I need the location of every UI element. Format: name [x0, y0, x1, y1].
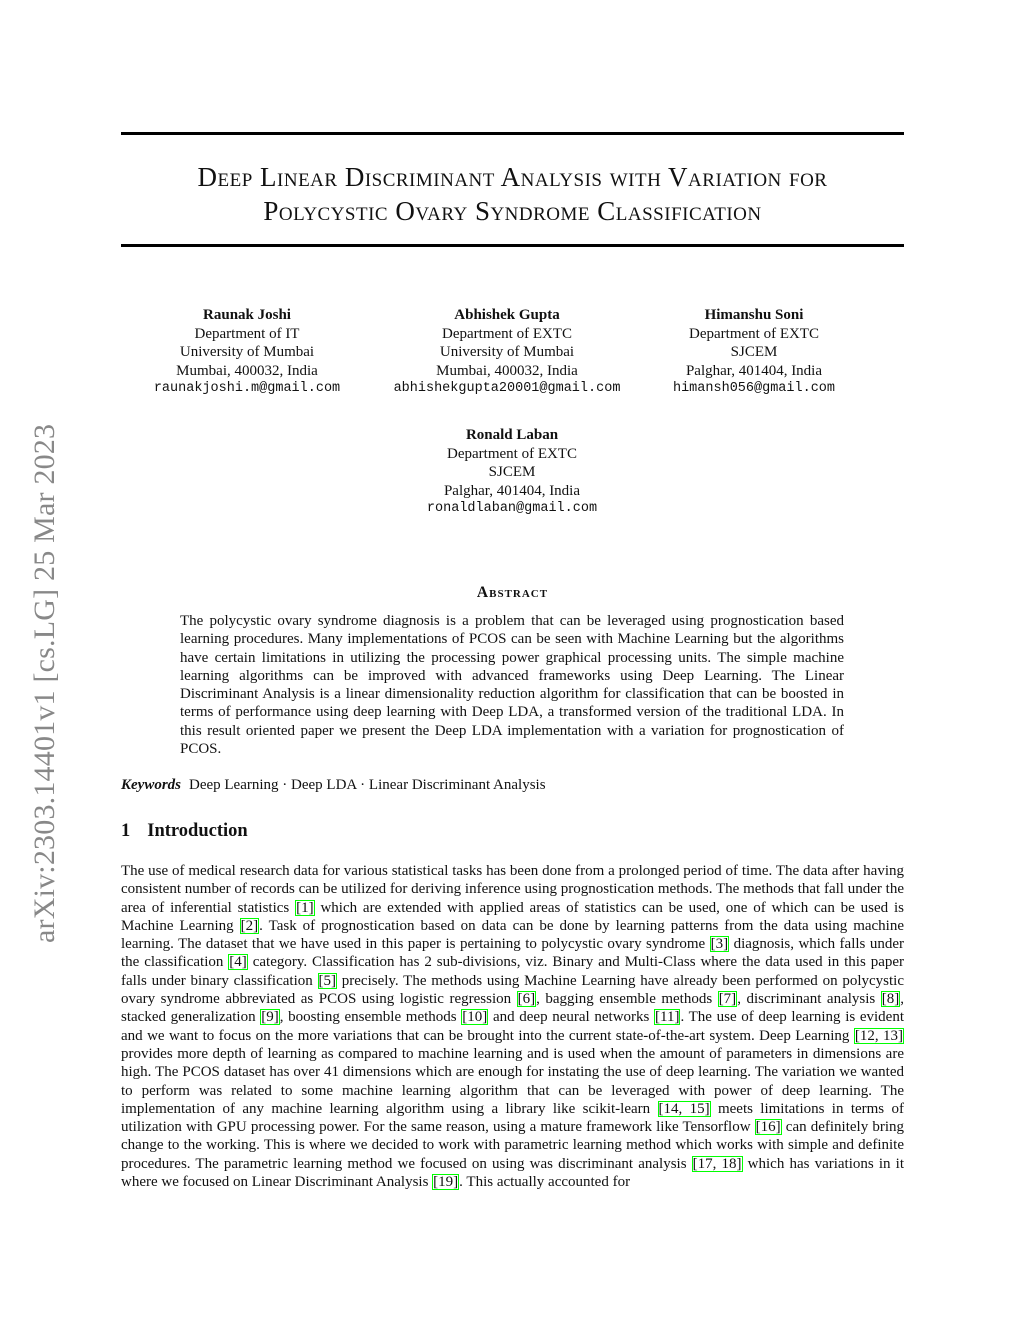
- citation-link[interactable]: [10]: [462, 1009, 488, 1026]
- intro-text: which are extended with applied areas of statistics can be used, one of which can be used is Machine Learning: [121, 899, 904, 934]
- author-organization: University of Mumbai: [179, 344, 315, 360]
- intro-text: provides more depth of learning as compared to machine learning and is used when the amount of parameters in dimensions are high. The PCOS dataset has over 41 dimensions which are enough for instating the use of deep learning. The variation we wanted to perform was related to some machine learning algorithm that can be leveraged with power of deep learning. The implementation of any machine learning algorithm using a library like scikit-learn: [121, 1045, 904, 1117]
- intro-text: The use of medical research data for various statistical tasks has been done from a prolonged period of time. The data after having consistent number of records can be utilized for deriving inference using prognostication methods. The methods that fall under the area of inferential statistics: [121, 863, 904, 916]
- author-department: Department of EXTC: [447, 445, 577, 462]
- author-email[interactable]: abhishekgupta20001@gmail.com: [393, 381, 621, 396]
- author-address: Mumbai, 400032, India: [436, 362, 578, 379]
- intro-text: can definitely bring change to the working. This is where we decided to work with parametric learning method which works with simple and definite procedures. The parametric learning method we focused on using was discriminant analysis: [121, 1119, 904, 1172]
- citation-link[interactable]: [4]: [229, 954, 247, 971]
- author-address: Mumbai, 400032, India: [176, 362, 318, 379]
- keywords-line: [121, 776, 904, 794]
- section-number: 1: [121, 821, 131, 841]
- intro-text: , discriminant analysis: [737, 991, 881, 1008]
- author-email[interactable]: raunakjoshi.m@gmail.com: [153, 381, 341, 396]
- author-block: [647, 306, 861, 399]
- citation-link[interactable]: [12, 13]: [854, 1027, 903, 1044]
- intro-text: . The use of deep learning is evident and we want to focus on the more variations that can be brought into the current state-of-the-art system. Deep Learning: [121, 1009, 905, 1044]
- title-bottom-rule: [121, 244, 904, 247]
- intro-text: category. Classification has 2 sub-divisions, viz. Binary and Multi-Class where the data used in this paper falls under binary classification: [121, 954, 904, 989]
- keywords-text: Deep Learning · Deep LDA · Linear Discriminant Analysis: [189, 777, 546, 793]
- author-department: Department of EXTC: [689, 325, 819, 342]
- intro-text: . This actually accounted for: [459, 1174, 631, 1191]
- author-department: Department of IT: [194, 325, 300, 342]
- intro-text: precisely. The methods using Machine Learning have already been performed on polycystic ovary syndrome abbreviated as PCOS using logistic regression: [121, 972, 904, 1008]
- keywords-label: Keywords: [121, 777, 181, 793]
- citation-link[interactable]: [1]: [296, 899, 314, 916]
- citation-link[interactable]: [8]: [881, 991, 900, 1008]
- author-name: Ronald Laban: [465, 427, 559, 443]
- title-top-rule: [121, 132, 904, 135]
- author-block: [127, 306, 367, 399]
- section-heading: [121, 821, 248, 842]
- author-organization: University of Mumbai: [439, 344, 575, 360]
- citation-link[interactable]: [16]: [755, 1119, 781, 1136]
- author-name: Raunak Joshi: [203, 307, 291, 323]
- section-title: Introduction: [147, 821, 248, 841]
- author-organization: SJCEM: [730, 344, 778, 360]
- citation-link[interactable]: [19]: [433, 1174, 459, 1191]
- abstract-text: The polycystic ovary syndrome diagnosis is a problem that can be leveraged using prognostication based learning procedures. Many implementations of PCOS can be seen with Machine Learning but the algorithms have certain limitations in utilizing the processing power graphical processing units. The simple machine learning algorithms can be improved with advanced frameworks using Deep Learning. The Linear Discriminant Analysis is a linear dimensionality reduction algorithm for classification that can be boosted in terms of performance using deep learning with Deep LDA, a transformed version of the traditional LDA. In this result oriented paper we present the Deep LDA implementation with a variation for prognostication of PCOS.: [180, 613, 844, 758]
- author-email[interactable]: ronaldlaban@gmail.com: [426, 501, 598, 516]
- author-department: Department of EXTC: [442, 325, 572, 342]
- intro-text: meets limitations in terms of utilization with GPU processing power. For the same reason, using a mature framework like Tensorflow: [121, 1100, 904, 1136]
- intro-text: which has variations in it where we focused on Linear Discriminant Analysis: [121, 1155, 904, 1191]
- arxiv-identifier: arXiv:2303.14401v1 [cs.LG] 25 Mar 2023: [28, 423, 61, 943]
- author-block: [392, 426, 632, 519]
- paper-title: [121, 160, 904, 228]
- citation-link[interactable]: [2]: [240, 917, 259, 934]
- author-organization: SJCEM: [488, 464, 536, 480]
- author-block: [367, 306, 647, 399]
- intro-text: and deep neural networks: [488, 1009, 655, 1026]
- citation-link[interactable]: [11]: [655, 1009, 680, 1026]
- author-email[interactable]: himansh056@gmail.com: [672, 381, 836, 396]
- citation-link[interactable]: [6]: [517, 991, 536, 1008]
- intro-text: , boosting ensemble methods: [279, 1009, 462, 1026]
- introduction-paragraph: [121, 862, 904, 1191]
- abstract-heading: Abstract: [476, 584, 549, 601]
- intro-text: diagnosis, which falls under the classification: [121, 936, 904, 971]
- author-address: Palghar, 401404, India: [443, 482, 581, 499]
- title-line-2: Polycystic Ovary Syndrome Classification: [263, 196, 762, 226]
- citation-link[interactable]: [5]: [318, 972, 336, 989]
- intro-text: , bagging ensemble methods: [536, 991, 718, 1008]
- citation-link[interactable]: [14, 15]: [658, 1100, 710, 1117]
- intro-text: , stacked generalization: [121, 991, 905, 1026]
- author-name: Himanshu Soni: [704, 307, 804, 323]
- citation-link[interactable]: [9]: [261, 1009, 279, 1026]
- title-line-1: Deep Linear Discriminant Analysis with Variation for: [197, 162, 828, 192]
- intro-text: . Task of prognostication based on data can be done by learning patterns from the data using machine learning. The dataset that we have used in this paper is pertaining to polycystic ovary syndrome: [121, 917, 905, 953]
- author-address: Palghar, 401404, India: [685, 362, 823, 379]
- citation-link[interactable]: [7]: [718, 991, 737, 1008]
- author-name: Abhishek Gupta: [454, 307, 560, 323]
- citation-link[interactable]: [3]: [710, 936, 729, 953]
- citation-link[interactable]: [17, 18]: [692, 1155, 742, 1172]
